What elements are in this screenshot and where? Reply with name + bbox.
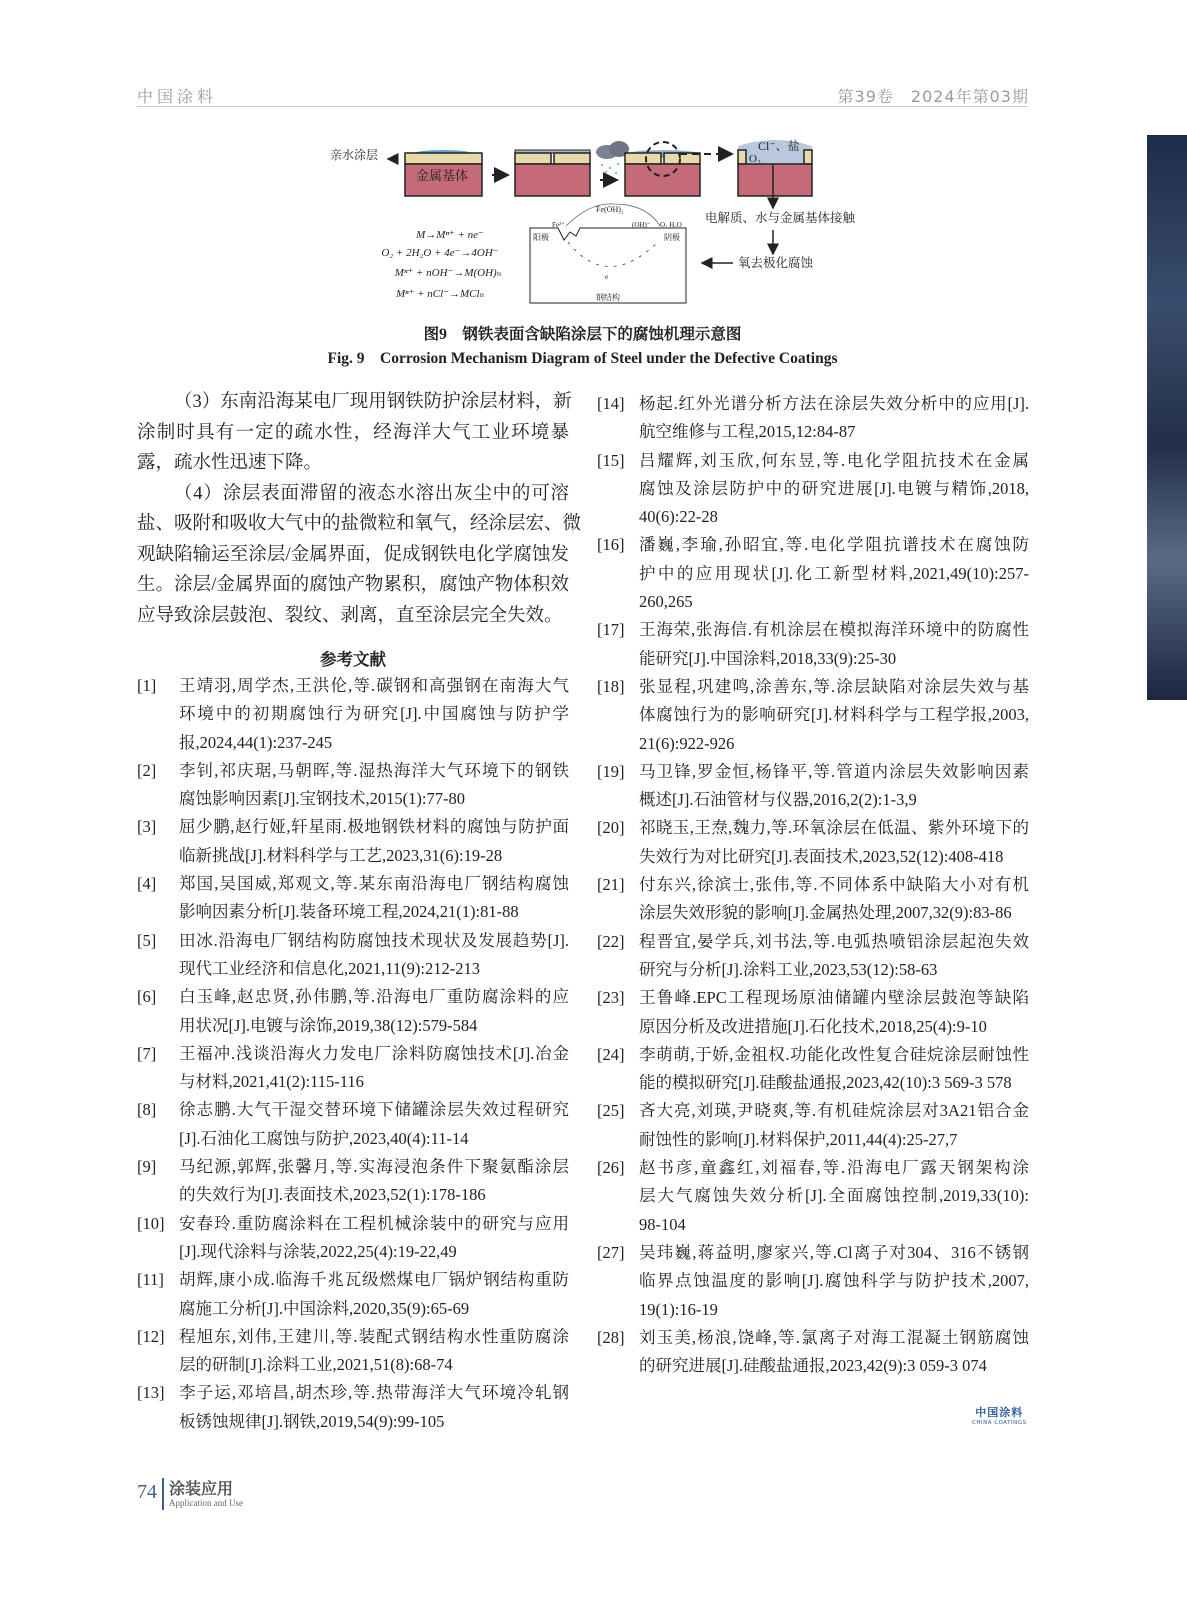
coating-layer bbox=[405, 153, 482, 164]
reference-item bbox=[597, 1239, 1029, 1324]
cathode-label: 阴极 bbox=[664, 233, 680, 242]
reference-number: [11] bbox=[137, 1270, 164, 1290]
reference-text: 临界点蚀温度的影响[J].腐蚀科学与防护技术,2007, bbox=[639, 1271, 1029, 1291]
reference-text: 刘玉美,杨浪,饶峰,等.氯离子对海工混凝土钢筋腐蚀 bbox=[639, 1327, 1029, 1347]
reference-item bbox=[597, 984, 1029, 1041]
reference-item bbox=[137, 1210, 569, 1267]
section-name-en: Application and Use bbox=[169, 1498, 243, 1508]
corrosion-mechanism-figure bbox=[330, 132, 890, 312]
reference-item bbox=[597, 928, 1029, 985]
text-line: （4）涂层表面滞留的液态水溶出灰尘中的可溶 bbox=[174, 483, 569, 504]
reference-item bbox=[137, 1096, 569, 1153]
reference-text: 白玉峰,赵忠贤,孙伟鹏,等.沿海电厂重防腐涂料的应 bbox=[179, 987, 569, 1007]
china-coatings-logo bbox=[972, 1404, 1026, 1426]
reference-number: [8] bbox=[137, 1100, 157, 1120]
reference-text: 杨起.红外光谱分析方法在涂层失效分析中的应用[J]. bbox=[639, 394, 1029, 413]
oh-label: (OH)⁻ bbox=[632, 221, 651, 229]
paragraph bbox=[137, 387, 572, 479]
rain-cloud-icon bbox=[596, 141, 629, 174]
text-line: 露，疏水性迅速下降。 bbox=[137, 453, 323, 473]
reference-text: [J].现代涂料与涂装,2022,25(4):19-22,49 bbox=[179, 1241, 457, 1261]
reference-number: [5] bbox=[137, 930, 157, 950]
journal-name: 中国涂料 bbox=[137, 87, 218, 106]
reference-text: 原因分析及改进措施[J].石化技术,2018,25(4):9-10 bbox=[639, 1016, 987, 1036]
equation-3: Mⁿ⁺ + nOH⁻→M(OH)ₙ bbox=[394, 267, 502, 279]
reference-item bbox=[597, 1324, 1029, 1381]
reference-item bbox=[137, 757, 569, 814]
reference-text: 王靖羽,周学杰,王洪伦,等.碳钢和高强钢在南海大气 bbox=[179, 676, 569, 695]
reference-text: 的失效行为[J].表面技术,2023,52(1):178-186 bbox=[179, 1185, 486, 1205]
reference-text: 腐蚀影响因素[J].宝钢技术,2015(1):77-80 bbox=[179, 789, 465, 809]
reference-text: 影响因素分析[J].装备环境工程,2024,21(1):81-88 bbox=[179, 902, 519, 922]
reference-item bbox=[137, 983, 569, 1040]
equation-4: Mⁿ⁺ + nCl⁻→MClₙ bbox=[395, 288, 485, 300]
reference-item bbox=[137, 1323, 569, 1380]
reference-text: 屈少鹏,赵行娅,轩星雨.极地钢铁材料的腐蚀与防护面 bbox=[179, 817, 569, 837]
reference-number: [1] bbox=[137, 676, 157, 695]
reference-item bbox=[597, 1097, 1029, 1154]
reference-text: 马纪源,郭辉,张馨月,等.实海浸泡条件下聚氨酯涂层 bbox=[179, 1157, 569, 1177]
reference-number: [13] bbox=[137, 1383, 165, 1403]
section-name-cn: 涂装应用 bbox=[169, 1479, 234, 1498]
reference-text: 失效行为对比研究[J].表面技术,2023,52(12):408-418 bbox=[639, 846, 1004, 866]
issue-info: 第39卷 2024年第03期 bbox=[837, 87, 1029, 106]
reference-number: [27] bbox=[597, 1242, 625, 1262]
reference-number: [4] bbox=[137, 874, 157, 894]
hydrophilic-coating-label: 亲水涂层 bbox=[330, 148, 379, 162]
reference-number: [23] bbox=[597, 988, 625, 1008]
references-right-column bbox=[597, 390, 1029, 1380]
reference-text: 付东兴,徐滨士,张伟,等.不同体系中缺陷大小对有机 bbox=[639, 875, 1029, 895]
reference-number: [3] bbox=[137, 817, 157, 837]
reference-number: [16] bbox=[597, 535, 625, 555]
header-rule bbox=[137, 106, 1028, 107]
reference-text: 98-104 bbox=[639, 1214, 686, 1234]
reference-text: 李钊,祁庆琚,马朝晖,等.湿热海洋大气环境下的钢铁 bbox=[179, 760, 569, 780]
reference-number: [21] bbox=[597, 875, 625, 895]
reference-item bbox=[597, 1154, 1029, 1239]
reference-text: 40(6):22-28 bbox=[639, 507, 718, 527]
reference-item bbox=[597, 1041, 1029, 1098]
references-heading: 参考文献 bbox=[320, 650, 386, 669]
reference-text: 21(6):922-926 bbox=[639, 733, 735, 753]
reference-text: 体腐蚀行为的影响研究[J].材料科学与工程学报,2003, bbox=[639, 705, 1029, 725]
reference-number: [17] bbox=[597, 620, 625, 640]
text-line: 生。涂层/金属界面的腐蚀产物累积，腐蚀产物体积效 bbox=[137, 575, 569, 595]
reference-text: 王鲁峰.EPC工程现场原油储罐内壁涂层鼓泡等缺陷 bbox=[639, 988, 1029, 1008]
text-line: 涂制时具有一定的疏水性，经海洋大气工业环境暴 bbox=[137, 422, 569, 443]
reference-number: [6] bbox=[137, 987, 157, 1007]
reference-text: 程旭东,刘伟,王建川,等.装配式钢结构水性重防腐涂 bbox=[179, 1326, 569, 1346]
reference-number: [12] bbox=[137, 1326, 165, 1346]
reference-number: [15] bbox=[597, 450, 625, 470]
reference-text: 层大气腐蚀失效分析[J].全面腐蚀控制,2019,33(10): bbox=[639, 1186, 1029, 1206]
contact-label: 电解质、水与金属基体接触 bbox=[705, 211, 856, 225]
text-line: 观缺陷输运至涂层/金属界面，促成钢铁电化学腐蚀发 bbox=[137, 544, 569, 565]
o2-h2o-label: O₂ H₂O bbox=[660, 221, 682, 229]
reference-number: [7] bbox=[137, 1043, 157, 1063]
page-number: 74 bbox=[137, 1481, 157, 1503]
text-line: 盐、吸附和吸收大气中的盐微粒和氧气，经涂层宏、微 bbox=[137, 514, 582, 534]
figure-caption-cn: 图9 钢铁表面含缺陷涂层下的腐蚀机理示意图 bbox=[423, 326, 742, 343]
reference-number: [19] bbox=[597, 761, 625, 781]
reference-text: 能研究[J].中国涂料,2018,33(9):25-30 bbox=[639, 648, 897, 668]
reference-item bbox=[137, 672, 569, 757]
reference-number: [18] bbox=[597, 676, 625, 696]
reference-text: 王海荣,张海信.有机涂层在模拟海洋环境中的防腐性 bbox=[639, 620, 1029, 640]
reference-item bbox=[137, 1266, 569, 1323]
reference-text: 潘巍,李瑜,孙昭宜,等.电化学阻抗谱技术在腐蚀防 bbox=[639, 535, 1029, 555]
reference-text: 李子运,邓培昌,胡杰珍,等.热带海洋大气环境冷轧钢 bbox=[179, 1383, 569, 1403]
reference-number: [24] bbox=[597, 1044, 625, 1064]
reference-text: 祁晓玉,王焘,魏力,等.环氧涂层在低温、紫外环境下的 bbox=[639, 818, 1029, 838]
reference-item bbox=[137, 1379, 569, 1436]
steel-structure-label: 钢结构 bbox=[596, 293, 620, 302]
reference-number: [20] bbox=[597, 818, 625, 838]
reference-item bbox=[137, 870, 569, 927]
reference-text: 耐蚀性的影响[J].材料保护,2011,44(4):25-27,7 bbox=[639, 1129, 958, 1149]
references-left-column bbox=[137, 672, 569, 1436]
reference-text: 王福冲.浅谈沿海火力发电厂涂料防腐蚀技术[J].冶金 bbox=[179, 1043, 569, 1063]
reference-item bbox=[137, 1153, 569, 1210]
reference-text: 航空维修与工程,2015,12:84-87 bbox=[639, 422, 856, 442]
reference-text: 胡辉,康小成.临海千兆瓦级燃煤电厂锅炉钢结构重防 bbox=[179, 1270, 569, 1290]
logo-en: CHINA COATINGS bbox=[972, 1420, 1027, 1426]
anode-label: 阳极 bbox=[533, 233, 549, 242]
oxygen-label: O₂ bbox=[749, 153, 761, 165]
reference-text: 报,2024,44(1):237-245 bbox=[179, 732, 333, 752]
reference-text: 安春玲.重防腐涂料在工程机械涂装中的研究与应用 bbox=[179, 1213, 569, 1233]
text-line: （3）东南沿海某电厂现用钢铁防护涂层材料，新 bbox=[174, 392, 572, 412]
reference-text: 腐蚀及涂层防护中的研究进展[J].电镀与精饰,2018, bbox=[639, 478, 1029, 498]
reference-text: 涂层失效形貌的影响[J].金属热处理,2007,32(9):83-86 bbox=[639, 903, 1012, 923]
reference-text: 徐志鹏.大气干湿交替环境下储罐涂层失效过程研究 bbox=[179, 1100, 569, 1120]
footer-divider bbox=[162, 1478, 164, 1510]
reference-item bbox=[597, 871, 1029, 928]
reference-item bbox=[597, 447, 1029, 532]
reference-item bbox=[597, 531, 1029, 616]
equation-2: O₂ + 2H₂O + 4e⁻→4OH⁻ bbox=[381, 247, 499, 259]
reference-text: 腐施工分析[J].中国涂料,2020,35(9):65-69 bbox=[179, 1298, 470, 1318]
reference-item bbox=[137, 813, 569, 870]
reference-text: 吴玮巍,蒋益明,廖家兴,等.Cl离子对304、316不锈钢 bbox=[639, 1242, 1029, 1262]
reference-text: 张显程,巩建鸣,涂善东,等.涂层缺陷对涂层失效与基 bbox=[639, 676, 1029, 696]
reference-text: 研究与分析[J].涂料工业,2023,53(12):58-63 bbox=[639, 959, 938, 979]
reference-number: [2] bbox=[137, 760, 157, 780]
reference-text: 临新挑战[J].材料科学与工艺,2023,31(6):19-28 bbox=[179, 845, 503, 865]
reference-item bbox=[137, 927, 569, 984]
reference-number: [10] bbox=[137, 1213, 165, 1233]
paragraph bbox=[137, 479, 582, 632]
reference-text: 19(1):16-19 bbox=[639, 1299, 718, 1319]
reference-number: [25] bbox=[597, 1101, 625, 1121]
reference-item bbox=[597, 673, 1029, 758]
reference-text: [J].石油化工腐蚀与防护,2023,40(4):11-14 bbox=[179, 1128, 469, 1148]
reference-text: 吝大亮,刘瑛,尹晓爽,等.有机硅烷涂层对3A21铝合金 bbox=[639, 1101, 1029, 1121]
reference-text: 李萌萌,于娇,金祖权.功能化改性复合硅烷涂层耐蚀性 bbox=[639, 1044, 1029, 1064]
figure-caption-en: Fig. 9 Corrosion Mechanism Diagram of Steel under the Defective Coatings bbox=[327, 350, 838, 367]
depolarization-label: 氧去极化腐蚀 bbox=[738, 256, 814, 270]
reference-number: [9] bbox=[137, 1157, 157, 1177]
equation-1: M→Mⁿ⁺ + ne⁻ bbox=[416, 229, 484, 241]
text-line: 应导致涂层鼓泡、裂纹、剥离，直至涂层完全失效。 bbox=[137, 605, 563, 626]
reference-number: [22] bbox=[597, 931, 625, 951]
fe-ion-label: Fe²⁺ bbox=[552, 221, 565, 229]
reference-text: 环境中的初期腐蚀行为研究[J].中国腐蚀与防护学 bbox=[179, 704, 569, 724]
reference-text: 郑国,吴国威,郑观文,等.某东南沿海电厂钢结构腐蚀 bbox=[179, 874, 569, 894]
reference-item bbox=[597, 390, 1029, 447]
metal-substrate-label: 金属基体 bbox=[415, 168, 469, 183]
reference-text: 赵书彦,童鑫红,刘福春,等.沿海电厂露天钢架构涂 bbox=[639, 1158, 1029, 1178]
fe-oh-label: Fe(OH)₂ bbox=[596, 205, 624, 214]
reference-number: [26] bbox=[597, 1158, 625, 1178]
reference-item bbox=[597, 758, 1029, 815]
chloride-salt-label: Cl⁻、盐 bbox=[758, 139, 800, 153]
reference-text: 吕耀辉,刘玉欣,何东昱,等.电化学阻抗技术在金属 bbox=[639, 450, 1029, 470]
reference-text: 260,265 bbox=[639, 592, 693, 612]
logo-cn: 中国涂料 bbox=[975, 1406, 1024, 1419]
reference-text: 程晋宜,晏学兵,刘书法,等.电弧热喷铝涂层起泡失效 bbox=[639, 931, 1029, 951]
reference-text: 用状况[J].电镀与涂饰,2019,38(12):579-584 bbox=[179, 1015, 478, 1035]
reference-item bbox=[597, 616, 1029, 673]
reference-number: [14] bbox=[597, 394, 625, 413]
reference-text: 现代工业经济和信息化,2021,11(9):212-213 bbox=[179, 958, 480, 978]
reference-item bbox=[137, 1040, 569, 1097]
reference-text: 与材料,2021,41(2):115-116 bbox=[179, 1072, 364, 1092]
reference-text: 马卫锋,罗金恒,杨锋平,等.管道内涂层失效影响因素 bbox=[639, 761, 1029, 781]
reference-text: 层的研制[J].涂料工业,2021,51(8):68-74 bbox=[179, 1355, 453, 1375]
reference-item bbox=[597, 814, 1029, 871]
reference-text: 护中的应用现状[J].化工新型材料,2021,49(10):257- bbox=[639, 563, 1029, 583]
reference-text: 能的模拟研究[J].硅酸盐通报,2023,42(10):3 569-3 578 bbox=[639, 1073, 1012, 1093]
side-image-strip bbox=[1147, 135, 1187, 700]
body-text bbox=[137, 387, 582, 631]
reference-text: 的研究进展[J].硅酸盐通报,2023,42(9):3 059-3 074 bbox=[639, 1356, 987, 1376]
reference-text: 概述[J].石油管材与仪器,2016,2(2):1-3,9 bbox=[639, 790, 917, 810]
reference-text: 板锈蚀规律[J].钢铁,2019,54(9):99-105 bbox=[179, 1411, 445, 1431]
reference-number: [28] bbox=[597, 1327, 625, 1347]
reference-text: 田冰.沿海电厂钢结构防腐蚀技术现状及发展趋势[J]. bbox=[179, 930, 569, 950]
electron-label: e bbox=[605, 273, 609, 281]
